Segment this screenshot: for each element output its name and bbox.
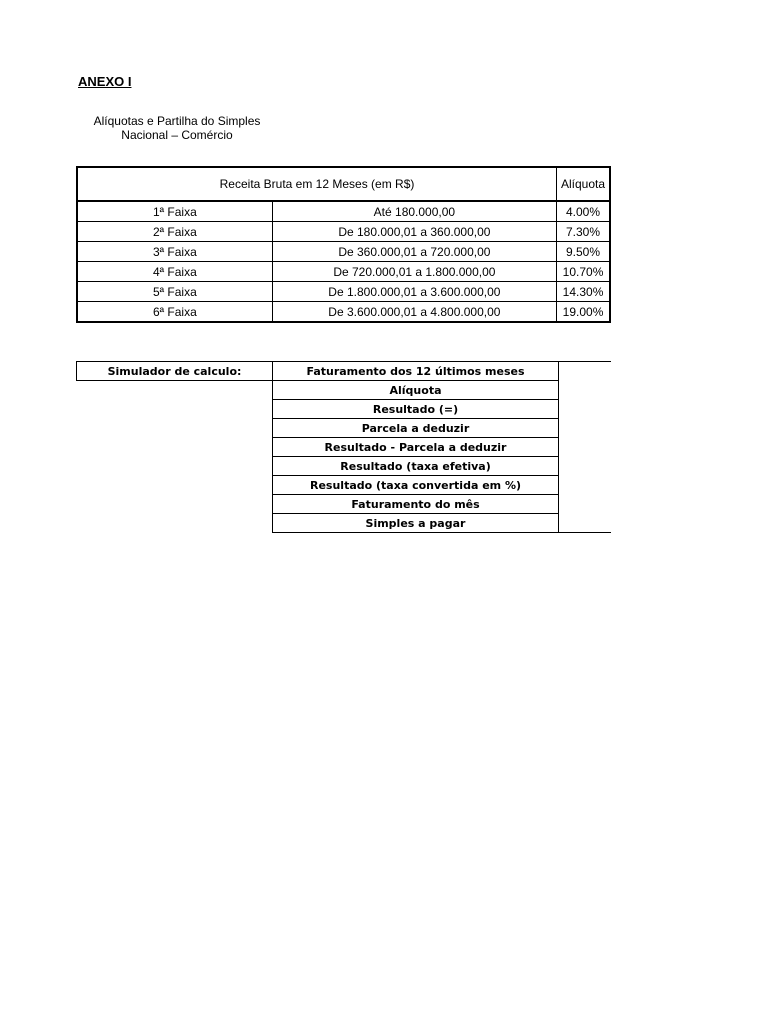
simulator-value-cell[interactable] [559,438,612,457]
table-row [77,222,610,242]
simulator-item: Faturamento dos 12 últimos meses [273,362,559,381]
faixa-cell: 5ª Faixa [77,282,272,302]
rate-cell: 19.00% [557,302,610,323]
document-subtitle: Alíquotas e Partilha do Simples Nacional – Comércio [93,114,261,142]
rate-cell: 7.30% [557,222,610,242]
simulator-row [77,381,612,400]
simulator-value-cell[interactable] [559,381,612,400]
income-header: Receita Bruta em 12 Meses (em R$) [77,167,557,201]
simulator-row [77,400,612,419]
range-cell: De 1.800.000,01 a 3.600.000,00 [272,282,556,302]
range-cell: De 360.000,01 a 720.000,00 [272,242,556,262]
empty-cell [77,457,273,476]
rates-table [76,166,611,323]
simulator-row [77,476,612,495]
document-title: ANEXO I [78,74,132,89]
table-row [77,302,610,323]
simulator-row [77,438,612,457]
simulator-value-cell[interactable] [559,419,612,438]
range-cell: Até 180.000,00 [272,201,556,222]
empty-cell [77,438,273,457]
faixa-cell: 2ª Faixa [77,222,272,242]
simulator-item: Resultado (taxa convertida em %) [273,476,559,495]
range-cell: De 180.000,01 a 360.000,00 [272,222,556,242]
rate-cell: 9.50% [557,242,610,262]
table-row [77,242,610,262]
empty-cell [77,381,273,400]
rate-cell: 14.30% [557,282,610,302]
simulator-value-cell[interactable] [559,400,612,419]
rate-cell: 4.00% [557,201,610,222]
rates-table-body [77,201,610,322]
empty-cell [77,419,273,438]
faixa-cell: 1ª Faixa [77,201,272,222]
simulator-row [77,495,612,514]
simulator-item: Faturamento do mês [273,495,559,514]
faixa-cell: 3ª Faixa [77,242,272,262]
simulator-row [77,514,612,533]
simulator-value-cell[interactable] [559,362,612,381]
empty-cell [77,495,273,514]
empty-cell [77,514,273,533]
range-cell: De 3.600.000,01 a 4.800.000,00 [272,302,556,323]
simulator-body [77,362,612,533]
rate-header: Alíquota [557,167,610,201]
simulator-value-cell[interactable] [559,514,612,533]
simulator-item: Parcela a deduzir [273,419,559,438]
simulator-row [77,362,612,381]
table-row [77,201,610,222]
simulator-value-cell[interactable] [559,476,612,495]
simulator-item: Resultado - Parcela a deduzir [273,438,559,457]
simulator-item: Alíquota [273,381,559,400]
simulator-item: Resultado (taxa efetiva) [273,457,559,476]
simulator-item: Simples a pagar [273,514,559,533]
table-row [77,262,610,282]
rates-table-header [77,167,610,201]
empty-cell [77,400,273,419]
simulator-value-cell[interactable] [559,495,612,514]
simulator-value-cell[interactable] [559,457,612,476]
rate-cell: 10.70% [557,262,610,282]
faixa-cell: 4ª Faixa [77,262,272,282]
range-cell: De 720.000,01 a 1.800.000,00 [272,262,556,282]
faixa-cell: 6ª Faixa [77,302,272,323]
table-row [77,282,610,302]
simulator-item: Resultado (=) [273,400,559,419]
empty-cell [77,476,273,495]
simulator-table [76,361,611,533]
simulator-row [77,457,612,476]
simulator-label: Simulador de calculo: [77,362,273,381]
simulator-row [77,419,612,438]
